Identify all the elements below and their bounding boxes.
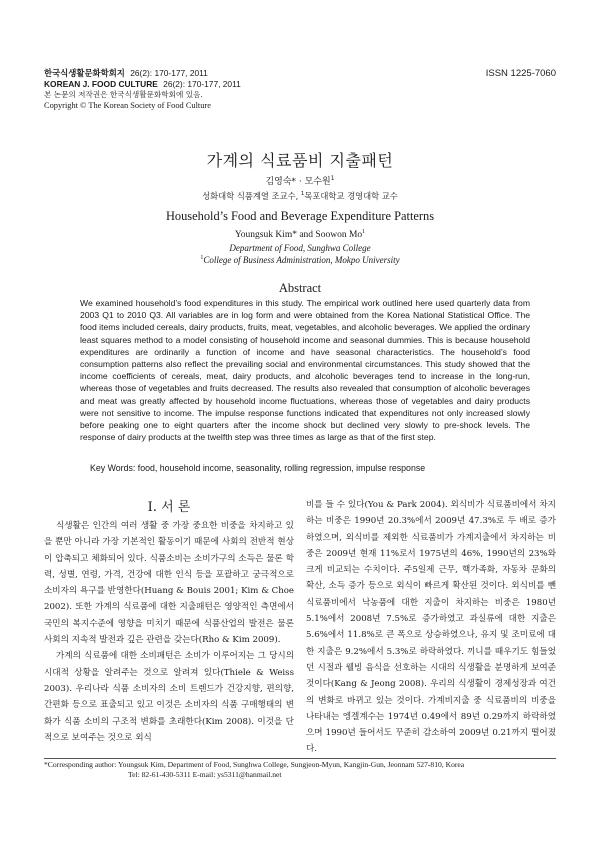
authors-en-text: Youngsuk Kim* and Soowon Mo — [234, 230, 363, 241]
right-column — [306, 497, 556, 758]
affiliation-en-1: Department of Food, Sunghwa College — [229, 243, 371, 253]
journal-name-ko: 한국식생활문화학회지 — [44, 68, 125, 78]
authors-ko-text: 김영숙* · 모수원 — [265, 177, 331, 187]
left-paragraph-1: 식생활은 인간의 여러 생활 중 가장 중요한 비중을 차지하고 있을 뿐만 아니라 가장 기본적인 활동이기 때문에 사회의 전반적 현상이 압축되고 체화되어 있다. 식품소비는 소비가구의 소득은 물론 학력, 성별, 연령, 가격, 건강에 대한 인식 등을 포괄하고 궁극적으로 소비자의 욕구를 반영한다(Huang & Bouis 2001; Kim & Choe 2002). 또한 가계의 식료품에 대한 지출패턴은 영양적인 측면에서 국민의 복지수준에 영향을 미치기 때문에 식품산업의 발전은 물론 사회의 지속적 발전과 깊은 관련을 갖는다(Rho & Kim 2009). — [44, 521, 294, 646]
left-column — [44, 518, 294, 746]
affiliation-ko — [0, 190, 600, 202]
affiliation-ko-1: 성화대학 식품계열 조교수, — [202, 191, 301, 201]
copyright-en: Copyright © The Korean Society of Food Culture — [44, 101, 211, 110]
abstract-heading: Abstract — [278, 281, 322, 295]
authors-ko — [0, 174, 600, 187]
keywords-label: Key Words: — [90, 463, 136, 473]
affiliation-ko-2: 목포대학교 경영대학 교수 — [304, 191, 398, 201]
footnote-line-2: Tel: 82-61-430-5311 E-mail: ys5311@hanmail.net — [128, 770, 282, 779]
journal-title-en — [44, 79, 241, 89]
journal-cite-ko: 26(2): 170-177, 2011 — [130, 68, 208, 78]
journal-name-en: KOREAN J. FOOD CULTURE — [44, 79, 158, 89]
footnote-line-1: *Corresponding author: Youngsuk Kim, Department of Food, Sunghwa College, Sungjeon-Myun, Kangjin-Gun, Jeonnam 527-810, Korea — [44, 760, 465, 769]
affiliation-en-2 — [0, 255, 600, 265]
abstract-text: We examined household’s food expenditures in this study. The empirical work outlined here used quarterly data from 2003 Q1 to 2010 Q3. All variables are in log form and were obtained from the Korea National Statistical Office. The food items included cereals, dairy products, fruits, meat, vegetables, and alcoholic beverages. We applied the ordinary least squares method to a model consisting of household income and seasonal dummies. This is because household expenditures are ordinarily a function of income and have seasonal characteristics. The household’s food consumption patterns also reflect the prevailing social and environmental circumstances. This study showed that the income coefficients of cereals, meat, dairy products, and alcoholic beverages tend to increase in the long-run, whereas those of vegetables and fruits decreased. The results also revealed that consumption of alcoholic beverages and meat was greatly affected by household income fluctuations, whereas those of vegetables and dairy products were not sensitive to income. The impulse response functions indicated that expenditures not only increased slowly before peaking one to eight quarters after the income shock but declined very slowly to pre-shock levels. The response of dairy products at the twelfth step was three times as large as that of the first step. — [80, 298, 530, 443]
affiliation-ko-sup: 1 — [300, 191, 305, 198]
issn: ISSN 1225-7060 — [485, 68, 556, 79]
authors-en — [0, 229, 600, 240]
keywords — [90, 463, 425, 473]
right-paragraph-1: 비를 들 수 있다(You & Park 2004). 외식비가 식료품비에서 차지하는 비중은 1990년 20.3%에서 2009년 47.3%로 두 배로 증가하였으며, 외식비를 제외한 식료품비가 가계지출에서 차지하는 비중은 2009년 현재 11%로서 1975년의 46%, 1990년의 23%와 크게 비교되는 수치이다. 주5일제 근무, 핵가족화, 자동차 문화의 확산, 소득 증가 등으로 외식이 빠르게 확산된 것이다. 외식비를 뺀 식료품비에서 낙농품에 대한 지출이 차지하는 비중은 1980년 5.1%에서 2008년 7.5%로 증가하였고 과실류에 대한 지출은 5.6%에서 11.8%로 큰 폭으로 상승하였으나, 유지 및 조미료에 대한 지출은 9.2%에서 5.3%로 하락하였다. 끼니를 때우기도 힘들었던 시절과 웰빙 음식을 선호하는 시대의 식생활을 분명하게 보여준 것이다(Kang & Jeong 2008). 우리의 식생활이 경제성장과 여건의 변화로 바뀌고 있는 것이다. 가계비지출 중 식료품비의 비중을 나타내는 엥겔계수는 1974년 0.49에서 89년 0.29까지 하락하였으며 1990년 들어서도 꾸준히 감소하여 2009년 0.21까지 떨어졌다. — [306, 500, 556, 755]
journal-cite-en: 26(2): 170-177, 2011 — [163, 79, 241, 89]
keywords-text: food, household income, seasonality, rolling regression, impulse response — [137, 463, 426, 473]
affiliation-en-2-text: College of Business Administration, Mokpo University — [203, 255, 400, 265]
journal-title-ko — [44, 68, 208, 78]
footnote-rule — [44, 758, 556, 759]
affiliation-en-2-sup: 1 — [200, 255, 204, 261]
section-heading: Ⅰ. 서 론 — [147, 500, 191, 515]
title-en: Household’s Food and Beverage Expenditure Patterns — [165, 209, 435, 223]
authors-en-sup: 1 — [362, 229, 366, 235]
left-paragraph-2: 가계의 식료품에 대한 소비패턴은 소비가 이루어지는 그 당시의 시대적 상황을 알려주는 것으로 알려져 있다(Thiele & Weiss 2003). 우리나라 식품 소비자의 소비 트렌드가 건강지향, 편의향, 간편화 등으로 표출되고 있고 이것은 소비자의 식품 구매행태의 변화가 식품 소비의 구조적 변화를 초래한다(Kim 2008). 이것을 단적으로 보여주는 것으로 외식 — [44, 651, 294, 743]
title-ko: 가계의 식료품비 지출패턴 — [206, 151, 394, 170]
copyright-ko: 본 논문의 저작권은 한국식생활문화학회에 있음. — [44, 90, 203, 99]
authors-ko-sup: 1 — [330, 175, 335, 182]
